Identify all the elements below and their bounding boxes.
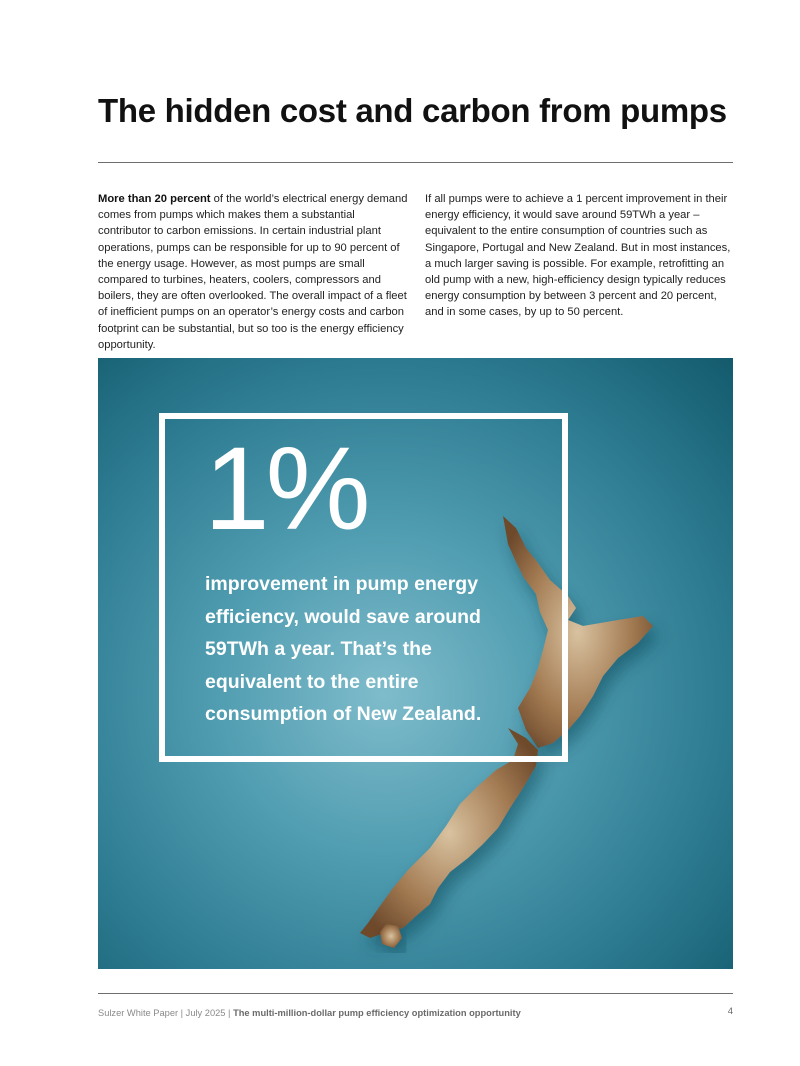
body-column-left [98, 191, 408, 353]
hero-image [98, 358, 733, 969]
lead-phrase: More than 20 percent [98, 193, 211, 205]
big-percentage: 1% [204, 423, 367, 555]
footer-doc-title: The multi-million-dollar pump efficiency optimization opportunity [233, 1008, 521, 1018]
footer-divider [98, 993, 733, 994]
footer [98, 1008, 698, 1018]
callout-statement: improvement in pump energy efficiency, would save around 59TWh a year. That’s the equivalent to the entire consumption of New Zealand. [205, 573, 482, 725]
body-column-right: If all pumps were to achieve a 1 percent improvement in their energy efficiency, it would save around 59TWh a year – equivalent to the entire consumption of countries such as Singapore, Portugal and New Zealand. But in most instances, a much larger saving is possible. For example, retrofitting an old pump with a new, high-efficiency design typically reduces energy consumption by between 3 percent and 20 percent, and in some cases, by up to 50 percent. [425, 193, 731, 319]
footer-publication: Sulzer White Paper | July 2025 | [98, 1008, 234, 1018]
page-number: 4 [727, 1006, 733, 1017]
title-divider [98, 162, 733, 163]
left-paragraph: of the world’s electrical energy demand comes from pumps which makes them a substantial contributor to carbon emissions. In certain industrial plant operations, pumps can be responsible for up to 90 percent of the energy usage. However, as most pumps are small compared to turbines, heaters, coolers, compressors and boilers, they are often overlooked. The overall impact of a fleet of inefficient pumps on an operator’s energy costs and carbon footprint can be substantial, but so too is the energy efficiency opportunity. [98, 193, 408, 351]
page-title: The hidden cost and carbon from pumps [98, 92, 727, 129]
